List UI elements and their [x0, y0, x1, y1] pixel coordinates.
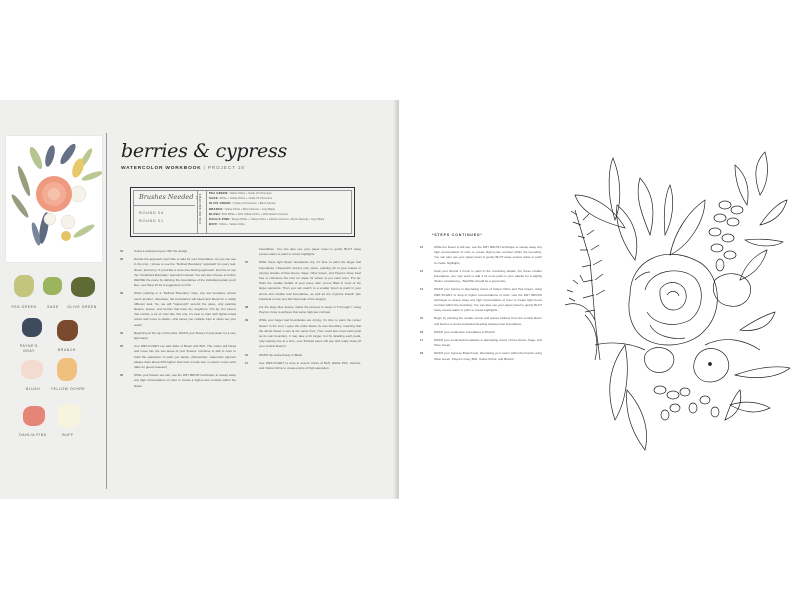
column-divider [106, 133, 107, 489]
step-item: 09 While your larger leaf boundaries are drying, it's time to paint the center flower! In the icon, I gave the entire flower its own boundary, meaning that the whole flower is wet at the same time. (You could also treat each petal as its own boundary. It may take a bit longer, but by detailing each petal, only wetting one at a time, your finished piece will pop and really show off your central flower!) [245, 318, 361, 349]
step-item: 17 WASH your small leaf boundaries in alternating colors of Pea Green, Sage, and Olive Green. [420, 338, 542, 348]
recipe-line: DAHLIA PINK: Taupe (White + Yellow Ochre + Alizarin Crimson + Burnt Sienna) + Ivory Black [209, 218, 325, 222]
swatch-sage [43, 277, 62, 295]
swatch-label: SAGE [47, 305, 59, 309]
step-item: 01 Using a waterproof pen, INK the design. [120, 249, 189, 253]
step-item: 16 WASH your small stem boundaries in Branch. [420, 329, 496, 334]
watercolor-illustration [6, 136, 102, 262]
box-divider [206, 190, 207, 234]
swatch-dahlia-pink [23, 406, 45, 426]
steps-continued-heading: *STEPS CONTINUED* [432, 233, 483, 237]
step-item: 14 WASH your berries in alternating colors of Yellow Ochre and Pea Green, using WET-IN-WET to drop in higher concentrations of color. Use the DRY BRUSH technique to sweep away any high concentration of color to create high-to-low contrast within the boundary. You can also use your paper towel to gently BLOT away excess water or paint to create highlights. [420, 287, 542, 313]
brushes-box [130, 187, 355, 237]
step-item: 13 Grab your Round 1 brush to paint in the remaining details. For these smaller boundaries, you may want to add a bit more paint to your palette for a slightly thicker consistency—50w/50p should be a good ratio. [420, 268, 542, 284]
swatch-branch [57, 320, 78, 341]
swatch-label: BUFF [62, 433, 74, 437]
swatch-pea-green [14, 275, 34, 297]
step-item: 12 While the flower is still wet, use the DRY BRUSH technique to sweep away any high concentration of color to create high-to-low contrast within the boundary. You can also use your paper towel to gently BLOT away excess water or paint to create highlights. [420, 245, 542, 265]
swatch-label: PEA GREEN [11, 305, 37, 309]
recipe-line: BLUSH: 50% White + 30% Yellow Ochre + 10% Alizarin Crimson [209, 212, 289, 216]
steps-column-3 [420, 245, 542, 365]
color-recipes-list [209, 191, 351, 227]
swatch-blush [21, 360, 43, 379]
swatch-label: DAHLIA PINK [19, 433, 47, 437]
step-item: 06 While your flowers are wet, use the DRY BRUSH technique to sweep away any high concentration of color to create a high-to-low contrast within the flower [120, 373, 236, 388]
recipe-line: SAGE: White + Yellow Ochre + Oxide Of Chromium [209, 197, 273, 201]
steps-column-1 [120, 249, 236, 392]
step-item: 15 Begin by painting the smaller stems and leaves furthest from the central flower and berries to avoid unwanted bleeding between wet boundaries. [420, 316, 542, 326]
swatch-label: OLIVE GREEN [67, 305, 97, 309]
step-item: 05 Use WET-IN-WET top add dabs of Blush and Buff. The colors will bleed and move into the wet areas of your flowers. Continue to dab in color to build the saturation of paint you desire. (Remember, watercolor pigment always dries about 20% lighter than how it looks wet, so add in a few extra dabs for good measure!) [120, 344, 236, 370]
recipe-line: BUFF: White + Yellow Ochre [209, 223, 245, 227]
step-item: 02 Decide the approach you'd like to take for your boundaries. As you can see in the icon, I chose to use the "Defined Boundary" approach for every leaf, flower, and berry. If you'd like a more free-flowing approach, feel free to use the "Undefined Boundary" approach instead. You can also choose to further DEFINE the piece by defining the boundaries of the individual petals you'd like—see Step 10 for a suggestion on this! [120, 257, 236, 288]
swatch-label: YELLOW OCHRE [50, 387, 86, 391]
brushes-heading: Brushes Needed : [139, 193, 198, 201]
project-number: | PROJECT 18 [201, 166, 245, 171]
step-item: 18 WASH your Cypress Branch last, alternating your colors within the branch using Olive Green, Payne's Gray, Buff, Yellow Ochre, and Branch. [420, 351, 542, 361]
step-item: 10 WASH the entire flower in Blush. [245, 352, 304, 357]
workbook-label: WATERCOLOR WORKBOOK [121, 166, 202, 171]
brush-separator [133, 205, 195, 206]
color-recipes-label: COLOR RECIPES [198, 193, 202, 224]
step-item: 07 While these light flower boundaries dry, it's time to paint the larger leaf boundaries. Hopscotch around your piece, painting all of your leaves in varying shades of Pea Green, Sage, Olive Green, and Payne's Gray. Feel free to reference the icon for ideas for where to put each color. Pro tip: Paint the smaller details of your piece after you've filled in most of the larger elements. Then you can switch to a smaller brush to paint in your stems and smaller leaf boundaries, as well as the Cypress branch (the botanical on the very left-hand side of the design). [245, 260, 361, 301]
swatch-olive-green [71, 277, 95, 297]
swatch-paynes-gray [22, 318, 42, 337]
brush-item: ROUND 04 [139, 211, 164, 215]
step-item: boundaries. You can also use your paper towel to gently BLOT away excess water or paint to create highlights. [259, 247, 361, 257]
peony-outline-icon [555, 150, 790, 470]
swatch-label: BLUSH [25, 387, 41, 391]
swatch-label: PAYNE'S GRAY [19, 344, 39, 353]
recipe-line: BRANCH: Yellow Ochre + Burnt Sienna + Ivory Black [209, 207, 275, 211]
steps-column-2 [245, 247, 361, 374]
floral-line-drawing [555, 150, 790, 470]
page-subtitle [121, 166, 245, 171]
swatch-buff [57, 404, 81, 428]
step-item: 11 Use WET-IN-WET to drop in accent colors of Buff, Dahlia Pink, Sunrise, and Yellow Ochre to create points of high saturation. [245, 360, 361, 371]
page-title: berries & cypress [121, 140, 287, 162]
step-item: 03 When painting in a "Defined Boundary" style, one wet boundary cannot touch another; otherwise, the boundaries will bleed and blend for a totally different look. So, we will "hopscotch" around the piece, only painting flowers, leaves, and berries that have dry neighbors. Pro tip: For pieces that involve a lot of color like this one, it's best to start with lighter-toned colors and move to darker—this saves you multiple trips to clean out your water! [120, 291, 236, 327]
recipe-line: PEA GREEN: Yellow Ochre + Oxide Of Chromium [209, 192, 272, 195]
step-item: 08 For the large blue leaves, follow the process in steps in 5 through 7 using Payne's Gray to achieve that same high-low contrast. [245, 305, 361, 315]
step-item: 04 Beginning at the top of the plant, WASH your flowers in just water for a very light wash. [120, 330, 236, 341]
swatch-yellow-ochre [57, 358, 77, 381]
swatch-label: BRANCH [58, 348, 76, 352]
recipe-line: OLIVE GREEN : Oxide of Chromium + Burnt Sienna [209, 202, 276, 206]
brush-item: ROUND 01 [139, 219, 164, 223]
floral-painting-icon [6, 136, 102, 262]
